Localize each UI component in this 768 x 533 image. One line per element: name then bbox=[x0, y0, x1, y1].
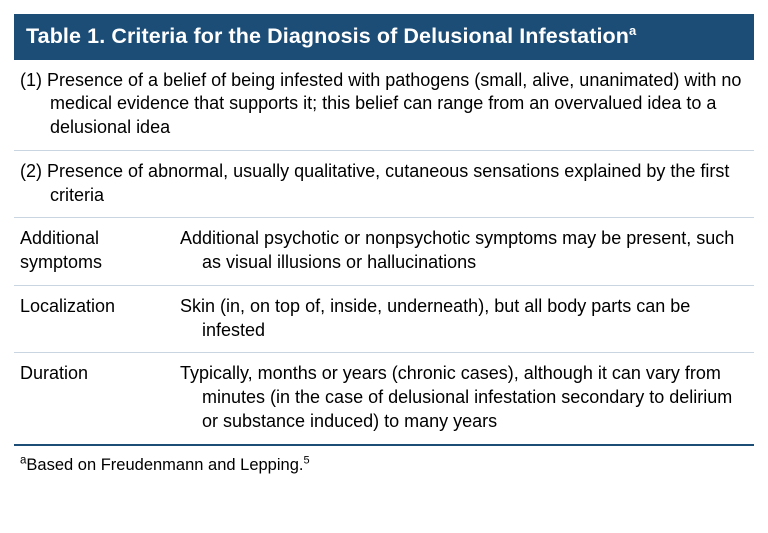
footnote-reference: 5 bbox=[303, 454, 310, 467]
row-text-additional-symptoms: Additional psychotic or nonpsychotic symptoms may be present, such as visual illusions or hallucinations bbox=[180, 228, 735, 273]
row-label-additional-symptoms: Additional symptoms bbox=[20, 228, 103, 273]
row-text-localization: Skin (in, on top of, inside, underneath), but all body parts can be infested bbox=[180, 295, 691, 340]
row-label-localization: Localization bbox=[20, 295, 116, 316]
table-row bbox=[14, 353, 754, 443]
table-body bbox=[14, 60, 754, 446]
criterion-2-text: (2) Presence of abnormal, usually qualitative, cutaneous sensations explained by the first criteria bbox=[20, 160, 730, 205]
table-row bbox=[14, 218, 754, 286]
criterion-1-text: (1) Presence of a belief of being infested with pathogens (small, alive, unanimated) with no medical evidence that supports it; this belief can range from an overvalued idea to a delusional idea bbox=[20, 69, 742, 138]
footnote-text: Based on Freudenmann and Lepping. bbox=[26, 455, 304, 474]
table-row bbox=[14, 286, 754, 354]
row-label-duration: Duration bbox=[20, 363, 89, 384]
table-title-footnote-marker: a bbox=[629, 22, 637, 38]
table-title-text: Table 1. Criteria for the Diagnosis of Delusional Infestation bbox=[26, 24, 630, 48]
table-footnote bbox=[14, 446, 754, 476]
row-text-duration: Typically, months or years (chronic cases), although it can vary from minutes (in the case of delusional infestation secondary to delirium or substance induced) to many years bbox=[180, 363, 733, 431]
footnote-marker: a bbox=[20, 454, 27, 467]
table-row bbox=[14, 60, 754, 151]
table-row bbox=[14, 151, 754, 219]
table-title bbox=[14, 14, 754, 60]
